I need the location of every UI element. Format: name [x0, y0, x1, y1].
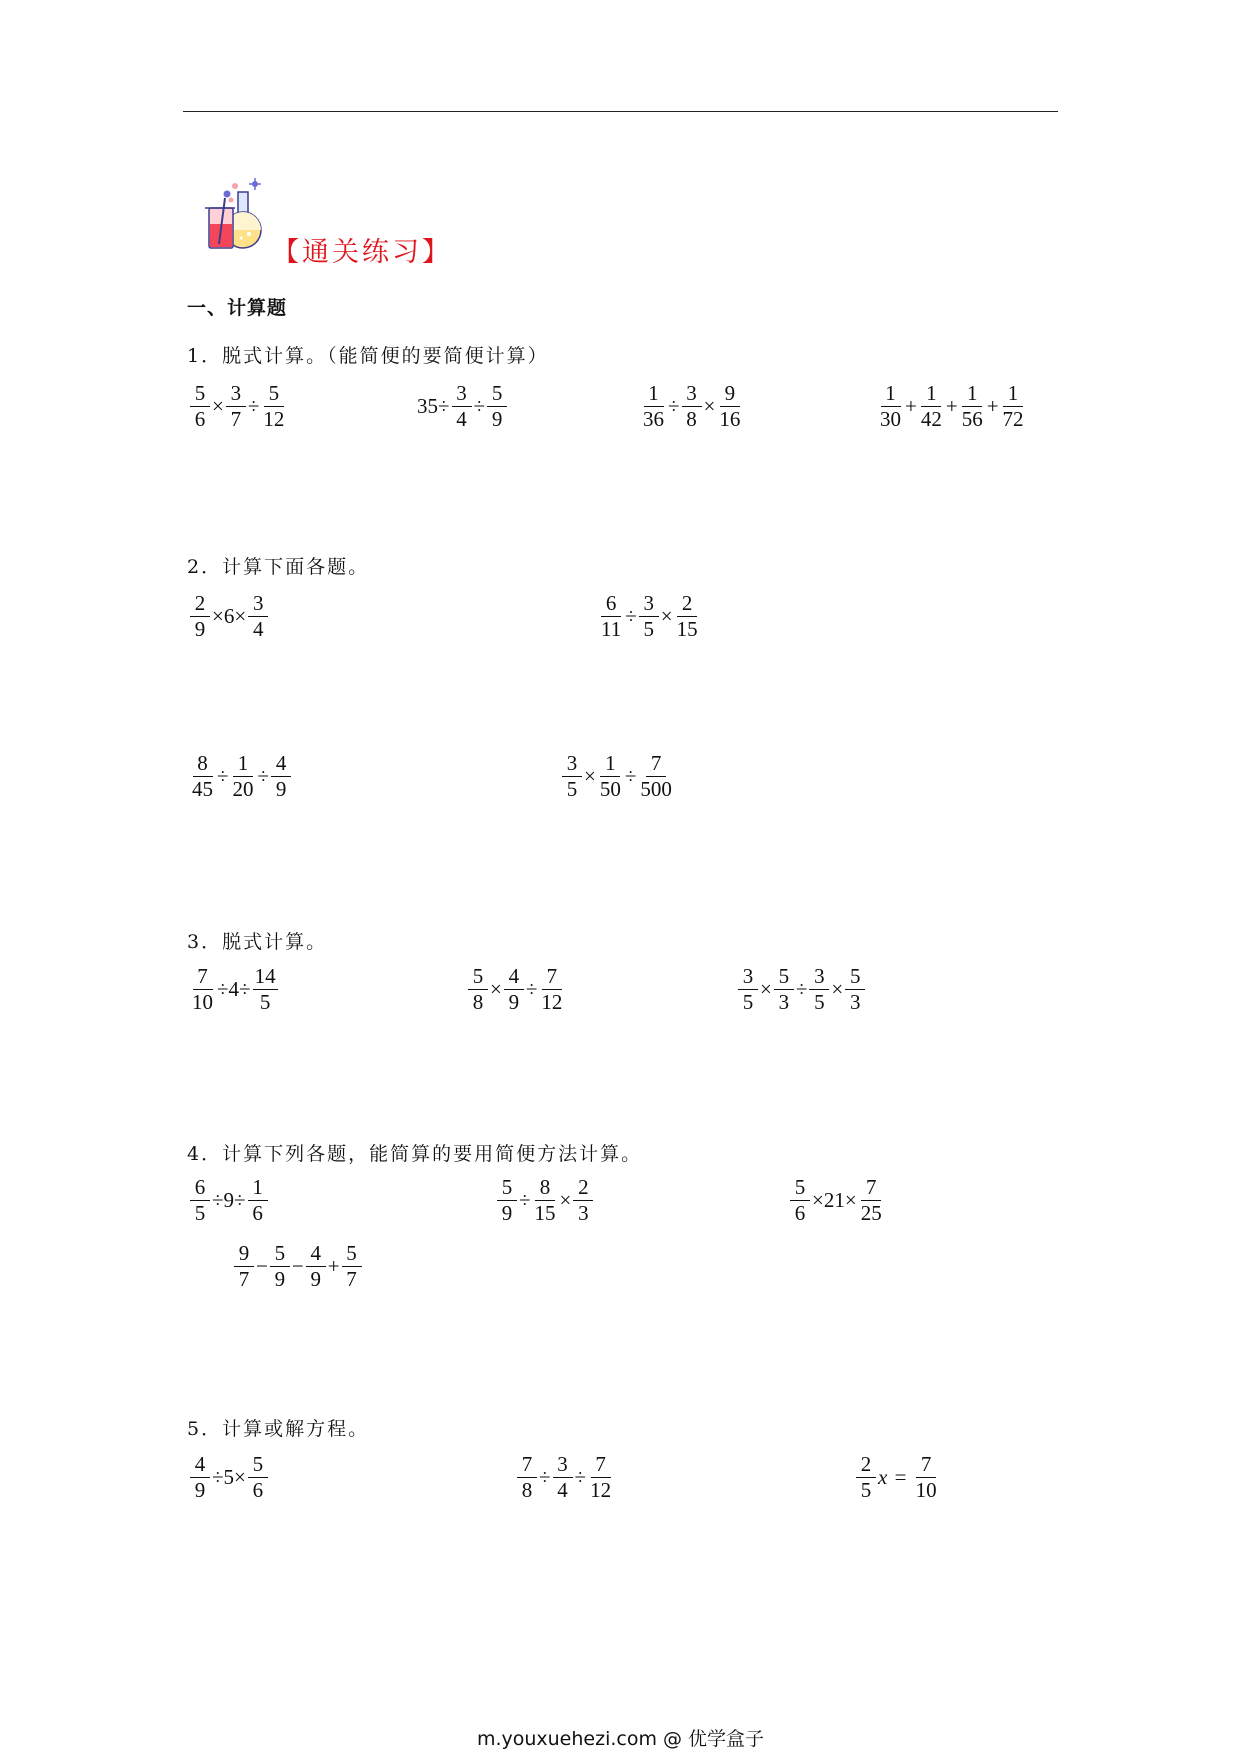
fraction-denominator: 9: [508, 990, 520, 1014]
fraction-denominator: 5: [194, 1201, 206, 1225]
fraction-numerator: 4: [504, 966, 524, 990]
operator: +: [327, 1254, 340, 1278]
fraction: [641, 383, 666, 430]
operator: ÷: [625, 604, 637, 628]
fraction-numerator: 4: [306, 1243, 326, 1267]
operator: ×: [660, 604, 673, 628]
expression-3-1: [189, 966, 279, 1013]
fraction-denominator: 50: [599, 777, 621, 801]
fraction-denominator: 9: [275, 777, 287, 801]
fraction-numerator: 1: [233, 753, 253, 777]
fraction-numerator: 9: [720, 383, 740, 407]
operator: ÷4÷: [217, 977, 251, 1001]
expression-2-3: [189, 753, 292, 800]
fraction: [539, 966, 564, 1013]
fraction-denominator: 9: [310, 1267, 321, 1291]
fraction-numerator: 2: [677, 593, 697, 617]
flask-beaker-logo: [205, 178, 267, 254]
fraction-denominator: 11: [601, 617, 622, 641]
fraction: [234, 1243, 254, 1290]
fraction-numerator: 3: [682, 383, 702, 407]
fraction: [190, 1177, 210, 1224]
fraction-denominator: 16: [719, 407, 741, 431]
fraction: [878, 383, 903, 430]
fraction: [738, 966, 758, 1013]
operator: ÷5×: [212, 1465, 246, 1489]
fraction-numerator: 5: [468, 966, 488, 990]
operator: 35÷: [417, 394, 450, 418]
fraction-denominator: 45: [192, 777, 213, 801]
fraction-denominator: 7: [230, 407, 242, 431]
fraction-denominator: 5: [259, 990, 271, 1014]
fraction-denominator: 9: [501, 1201, 513, 1225]
fraction-numerator: 5: [845, 966, 865, 990]
question-4-label: 4．计算下列各题，能简算的要用简便方法计算。: [187, 1143, 643, 1165]
fraction: [790, 1177, 810, 1224]
fraction-numerator: 1: [1003, 383, 1023, 407]
fraction-numerator: 3: [452, 383, 472, 407]
fraction: [675, 593, 700, 640]
fraction: [487, 383, 507, 430]
fraction-numerator: 7: [591, 1454, 611, 1478]
fraction-denominator: 42: [920, 407, 942, 431]
fraction-numerator: 7: [916, 1454, 936, 1478]
expression-5-3: [855, 1454, 940, 1501]
fraction-denominator: 8: [472, 990, 484, 1014]
fraction: [306, 1243, 326, 1290]
fraction: [261, 383, 286, 430]
question-3-label: 3．脱式计算。: [187, 931, 328, 953]
question-1-label: 1．脱式计算。（能简便的要简便计算）: [187, 345, 549, 367]
header-rule: [183, 111, 1058, 112]
fraction: [231, 753, 256, 800]
fraction-denominator: 12: [263, 407, 285, 431]
fraction-denominator: 7: [238, 1267, 250, 1291]
fraction: [845, 966, 865, 1013]
fraction-numerator: 7: [193, 966, 213, 990]
fraction: [253, 966, 278, 1013]
expression-2-1: [189, 593, 269, 640]
fraction-numerator: 3: [639, 593, 659, 617]
fraction: [271, 753, 291, 800]
fraction-numerator: 5: [487, 383, 507, 407]
expression-3-2: [467, 966, 565, 1013]
operator: ×: [212, 394, 224, 418]
fraction-denominator: 15: [534, 1201, 556, 1225]
operator: ÷: [519, 1188, 531, 1212]
fraction-denominator: 4: [456, 407, 467, 431]
expression-1-3: [640, 383, 743, 430]
fraction: [452, 383, 472, 430]
operator: ÷: [257, 764, 270, 788]
fraction-denominator: 3: [849, 990, 861, 1014]
fraction: [919, 383, 944, 430]
fraction: [599, 593, 623, 640]
fraction: [598, 753, 623, 800]
fraction: [914, 1454, 939, 1501]
fraction: [638, 753, 674, 800]
fraction-denominator: 30: [880, 407, 901, 431]
operator: −: [291, 1254, 304, 1278]
fraction-numerator: 3: [248, 593, 268, 617]
fraction-numerator: 1: [644, 383, 664, 407]
operator: ÷: [624, 764, 637, 788]
fraction-denominator: 25: [860, 1201, 882, 1225]
operator: +: [905, 394, 917, 418]
fraction-numerator: 8: [193, 753, 213, 777]
operator: ×: [584, 764, 596, 788]
operator: ÷: [473, 394, 486, 418]
operator: ×6×: [212, 604, 247, 628]
fraction-denominator: 7: [346, 1267, 357, 1291]
fraction-numerator: 8: [535, 1177, 555, 1201]
fraction-denominator: 6: [252, 1478, 264, 1502]
fraction: [553, 1454, 573, 1501]
fraction: [1001, 383, 1026, 430]
question-2-label: 2．计算下面各题。: [187, 556, 370, 578]
fraction-denominator: 6: [194, 407, 206, 431]
expression-4-4: [233, 1243, 363, 1290]
fraction-numerator: 5: [190, 383, 210, 407]
fraction-numerator: 1: [600, 753, 620, 777]
fraction-denominator: 6: [794, 1201, 806, 1225]
fraction: [774, 966, 794, 1013]
fraction: [248, 1454, 268, 1501]
fraction: [468, 966, 488, 1013]
fraction: [562, 753, 582, 800]
fraction-denominator: 20: [232, 777, 254, 801]
variable: x: [878, 1465, 888, 1489]
expression-1-2: [416, 383, 508, 430]
fraction-denominator: 9: [491, 407, 503, 431]
fraction-denominator: 56: [961, 407, 983, 431]
fraction-numerator: 9: [234, 1243, 254, 1267]
fraction-denominator: 12: [541, 990, 563, 1014]
fraction-numerator: 2: [856, 1454, 876, 1478]
fraction: [190, 1454, 210, 1501]
fraction-numerator: 2: [573, 1177, 593, 1201]
fraction: [809, 966, 829, 1013]
fraction-denominator: 15: [676, 617, 698, 641]
fraction-numerator: 7: [517, 1454, 537, 1478]
expression-4-2: [496, 1177, 594, 1224]
fraction-denominator: 9: [194, 1478, 206, 1502]
fraction-numerator: 4: [190, 1454, 210, 1478]
fraction-denominator: 10: [915, 1478, 937, 1502]
fraction-denominator: 12: [590, 1478, 612, 1502]
fraction-numerator: 6: [190, 1177, 210, 1201]
fraction-denominator: 5: [814, 990, 825, 1014]
fraction: [859, 1177, 884, 1224]
fraction-numerator: 3: [553, 1454, 573, 1478]
operator: +: [986, 394, 999, 418]
fraction-numerator: 7: [542, 966, 562, 990]
fraction: [226, 383, 246, 430]
fraction-denominator: 5: [742, 990, 754, 1014]
fraction-denominator: 8: [686, 407, 697, 431]
expression-4-3: [789, 1177, 885, 1224]
fraction-denominator: 3: [778, 990, 790, 1014]
expression-2-2: [598, 593, 701, 640]
fraction-numerator: 3: [738, 966, 758, 990]
fraction: [588, 1454, 613, 1501]
expression-5-2: [516, 1454, 614, 1501]
expression-1-4: [877, 383, 1027, 430]
fraction-denominator: 36: [643, 407, 664, 431]
section-heading: 一、计算题: [187, 297, 288, 319]
expression-5-1: [189, 1454, 269, 1501]
operator: ×21×: [812, 1188, 857, 1212]
fraction-numerator: 5: [270, 1243, 290, 1267]
expression-2-4: [561, 753, 675, 800]
operator: =: [889, 1465, 912, 1489]
operator: ÷: [525, 977, 538, 1001]
operator: ×: [831, 977, 844, 1001]
fraction: [639, 593, 659, 640]
operator: ÷: [574, 1465, 587, 1489]
operator: ÷: [539, 1465, 551, 1489]
fraction-numerator: 2: [190, 593, 210, 617]
fraction-numerator: 7: [861, 1177, 881, 1201]
fraction-numerator: 6: [601, 593, 621, 617]
fraction: [270, 1243, 290, 1290]
fraction-numerator: 1: [921, 383, 941, 407]
operator: ÷: [217, 764, 229, 788]
expression-3-3: [737, 966, 866, 1013]
fraction-denominator: 500: [640, 777, 672, 801]
fraction-denominator: 8: [521, 1478, 533, 1502]
fraction-numerator: 5: [790, 1177, 810, 1201]
fraction-denominator: 9: [274, 1267, 286, 1291]
fraction: [190, 593, 210, 640]
fraction-denominator: 5: [566, 777, 578, 801]
fraction-numerator: 14: [254, 964, 276, 988]
fraction-denominator: 72: [1002, 407, 1024, 431]
fraction: [960, 383, 985, 430]
operator: ×: [490, 977, 502, 1001]
fraction: [856, 1454, 876, 1501]
fraction-denominator: 5: [860, 1478, 872, 1502]
fraction: [682, 383, 702, 430]
operator: ÷9÷: [212, 1188, 246, 1212]
fraction: [190, 966, 215, 1013]
fraction: [342, 1243, 362, 1290]
fraction: [497, 1177, 517, 1224]
fraction: [573, 1177, 593, 1224]
operator: ×: [559, 1188, 572, 1212]
operator: −: [256, 1254, 268, 1278]
fraction-numerator: 5: [248, 1454, 268, 1478]
fraction-numerator: 1: [881, 383, 901, 407]
operator: ×: [760, 977, 772, 1001]
fraction: [190, 383, 210, 430]
fraction-numerator: 1: [248, 1177, 268, 1201]
fraction: [533, 1177, 558, 1224]
operator: ×: [703, 394, 716, 418]
operator: ÷: [668, 394, 680, 418]
fraction-denominator: 4: [557, 1478, 568, 1502]
fraction-denominator: 9: [194, 617, 206, 641]
fraction-denominator: 5: [643, 617, 655, 641]
fraction-denominator: 10: [192, 990, 213, 1014]
fraction-denominator: 4: [252, 617, 264, 641]
fraction: [504, 966, 524, 1013]
page-title: 【通关练习】: [272, 237, 452, 268]
fraction-numerator: 4: [271, 753, 291, 777]
fraction-numerator: 5: [497, 1177, 517, 1201]
fraction: [517, 1454, 537, 1501]
expression-4-1: [189, 1177, 269, 1224]
fraction-numerator: 7: [646, 753, 666, 777]
fraction-numerator: 3: [562, 753, 582, 777]
fraction-numerator: 1: [962, 383, 982, 407]
operator: ÷: [795, 977, 808, 1001]
fraction-numerator: 5: [774, 966, 794, 990]
fraction: [717, 383, 742, 430]
operator: ÷: [247, 394, 260, 418]
fraction-numerator: 3: [809, 966, 829, 990]
footer-watermark: m.youxuehezi.com @ 优学盒子: [476, 1728, 765, 1750]
question-5-label: 5．计算或解方程。: [187, 1418, 370, 1440]
fraction: [248, 593, 268, 640]
operator: +: [945, 394, 958, 418]
expression-1-1: [189, 383, 287, 430]
fraction-numerator: 3: [226, 383, 246, 407]
fraction: [190, 753, 215, 800]
fraction-denominator: 3: [578, 1201, 589, 1225]
fraction-numerator: 5: [342, 1243, 362, 1267]
fraction: [248, 1177, 268, 1224]
fraction-numerator: 5: [264, 383, 284, 407]
fraction-denominator: 6: [252, 1201, 263, 1225]
